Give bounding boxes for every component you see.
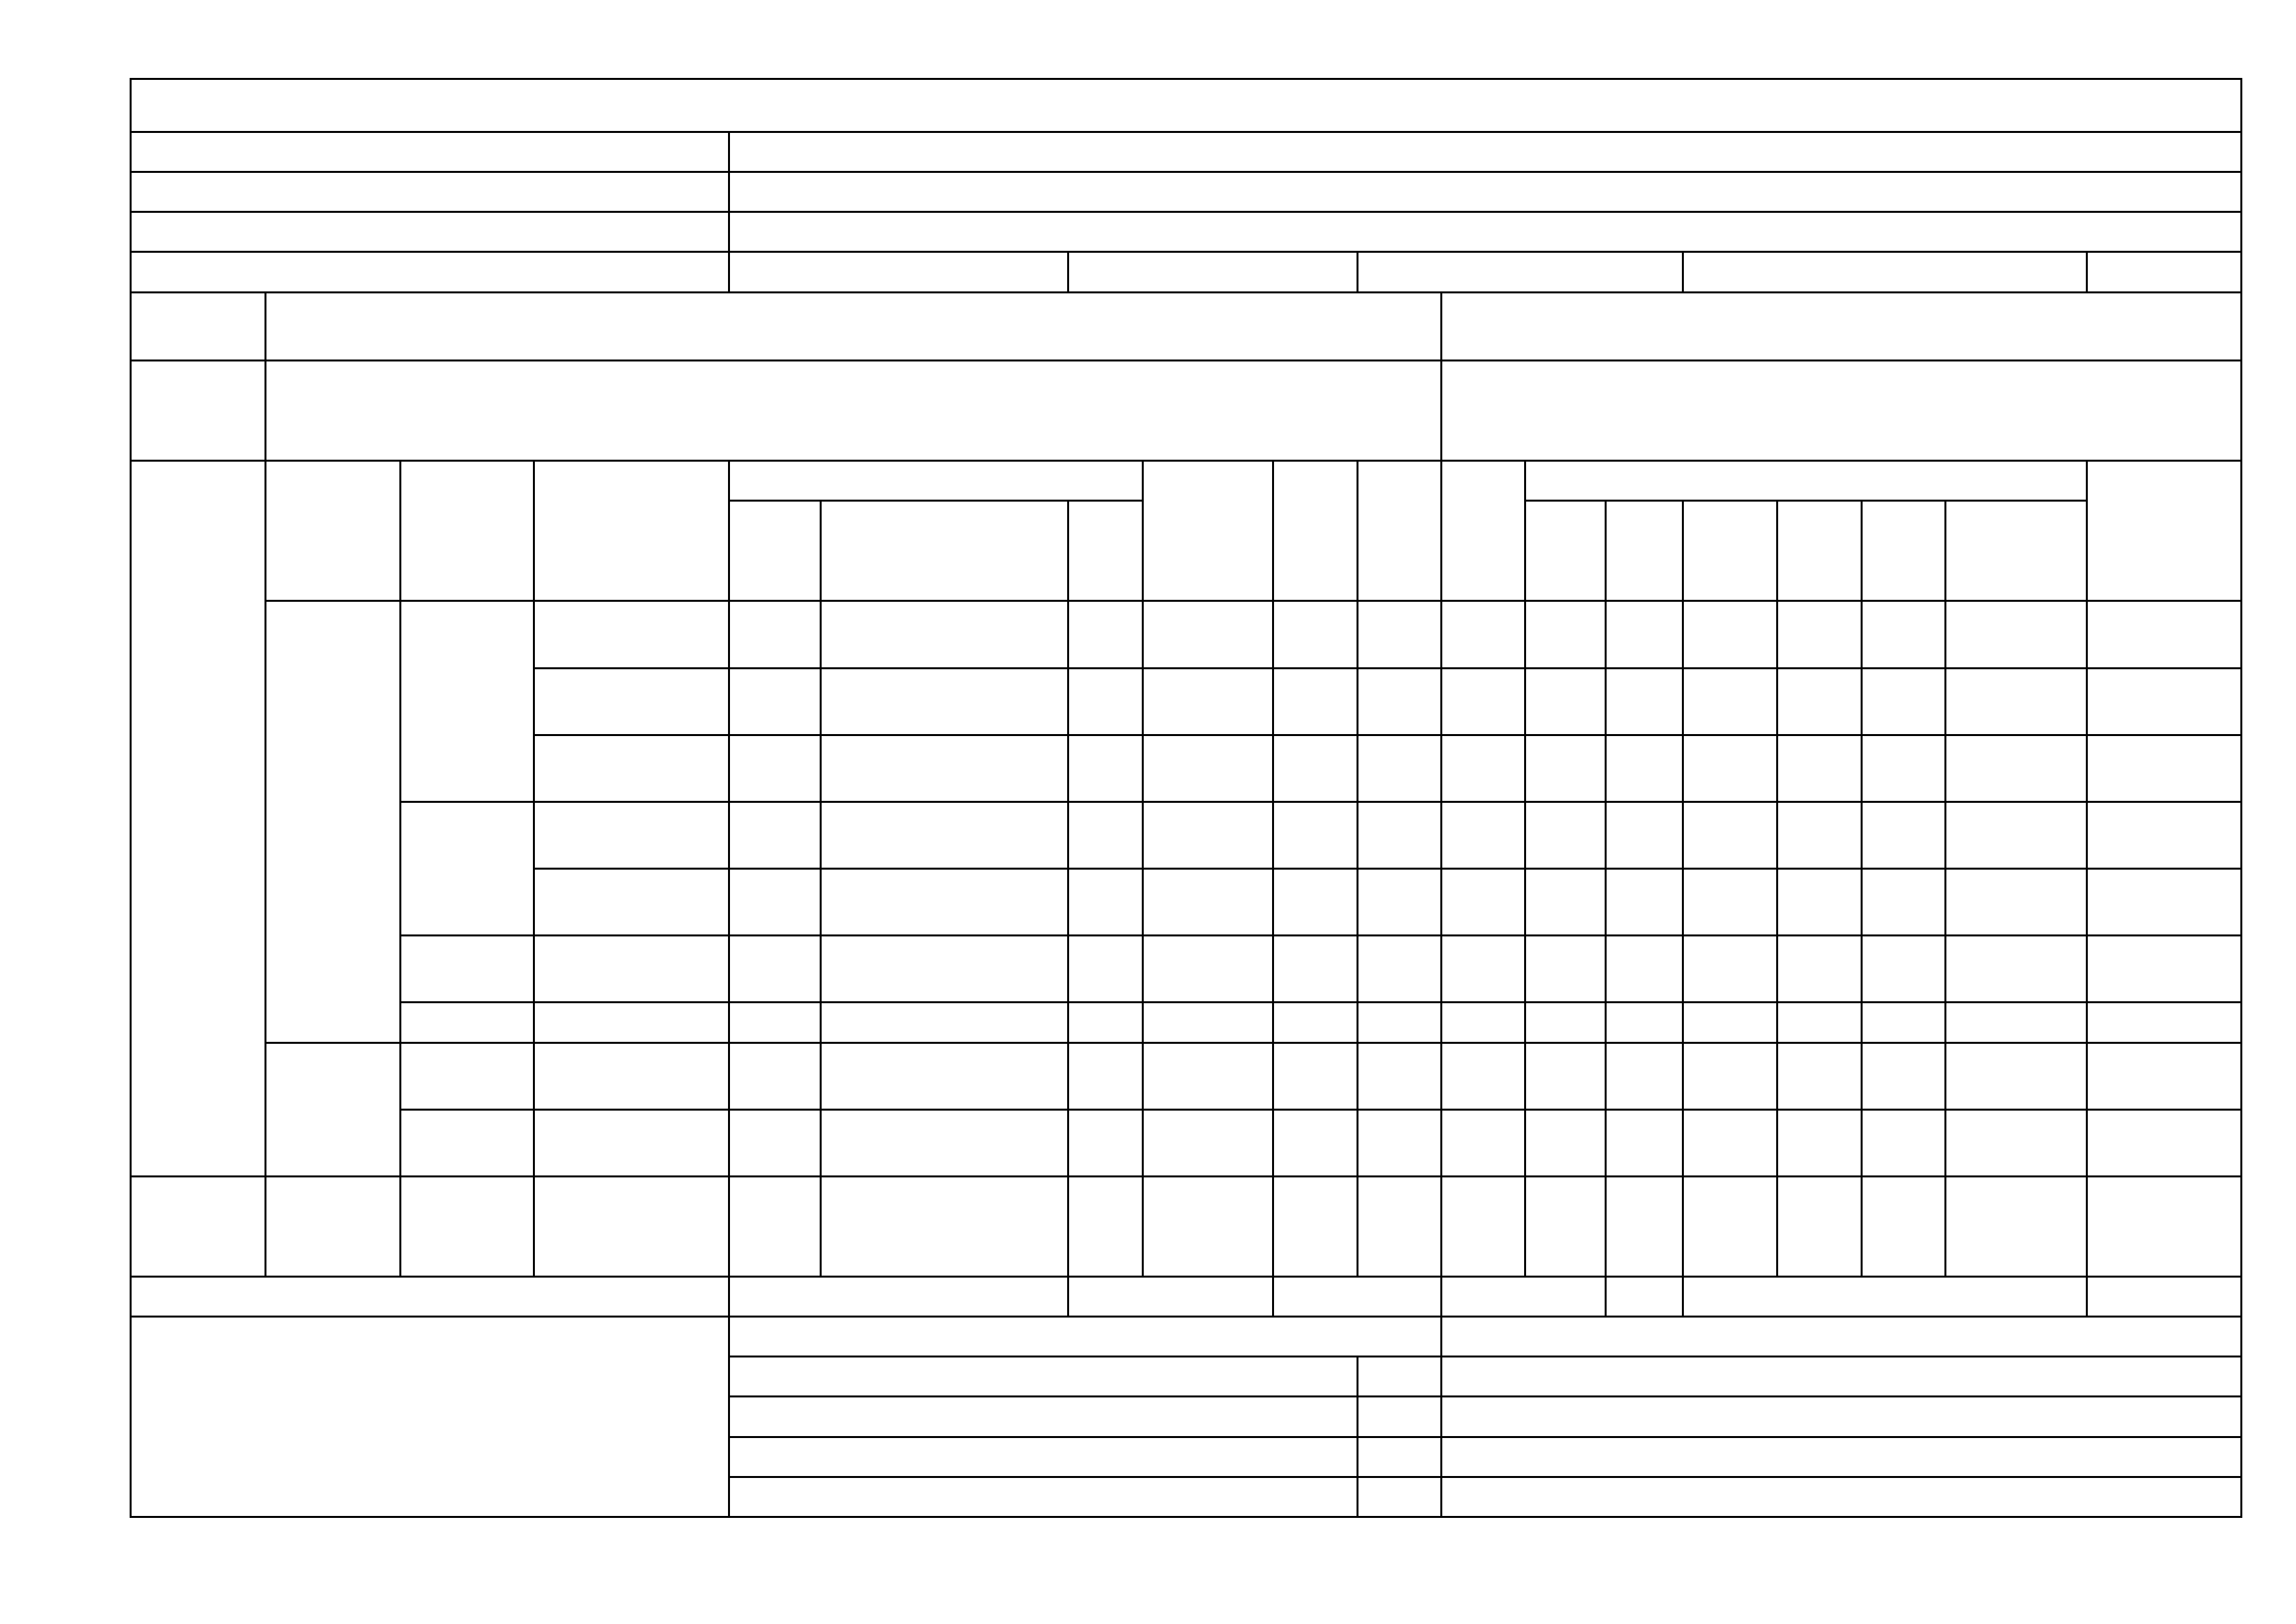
reason-cell [1683,1003,1777,1043]
indicator-name [534,1109,729,1176]
indicator-operator [729,1176,821,1276]
reason-cell [1946,1003,2087,1043]
improve-cell [2087,1176,2242,1276]
reason-cell [1683,1176,1777,1276]
indicator-score [1442,668,1525,735]
indicator-completion [1273,1176,1358,1276]
indicator-completion [1273,936,1358,1003]
indicator-name [534,1176,729,1276]
indicator-name [534,668,729,735]
group-service [401,1176,534,1276]
budget-score-value [1273,1277,1442,1317]
indicator-score [1442,869,1525,936]
indicator-score-value [1358,601,1442,668]
indicator-name [534,869,729,936]
indicator-unit [1068,668,1143,735]
improve-cell [2087,802,2242,868]
col-actual [1143,461,1273,601]
reason-cell [1862,1176,1946,1276]
indicator-operator [729,1003,821,1043]
reason-cell [1606,936,1683,1003]
indicator-score-value [1358,1109,1442,1176]
reason-cell [1777,802,1862,868]
group-social [401,1043,534,1109]
reason-cell [1862,936,1946,1003]
indicator-actual [1143,601,1273,668]
indicator-actual [1143,936,1273,1003]
indicator-unit [1068,1109,1143,1176]
indicator-operator [729,802,821,868]
indicator-unit [1068,1043,1143,1109]
reason-cell [1525,869,1606,936]
indicator-content [821,869,1068,936]
reason-cell [1606,735,1683,802]
indicator-content [821,1003,1068,1043]
indicator-name [534,601,729,668]
perf-label-satisfaction [131,1176,266,1276]
total-value [2087,1277,2242,1317]
indicator-score-value [1358,668,1442,735]
unit-value [729,212,2242,252]
exec-value [1358,252,1683,292]
indicator-score [1442,735,1525,802]
reason-cell [1946,735,2087,802]
reason-cell [1606,668,1683,735]
improve-cell [2087,1043,2242,1109]
reason-cell [1606,1109,1683,1176]
indicator-actual [1143,802,1273,868]
unit-label [131,212,729,252]
suggest-option-text [729,1357,1358,1397]
indicator-content [821,668,1068,735]
indicator-completion [1273,1043,1358,1109]
indicator-score [1442,1003,1525,1043]
exec-label [1068,252,1358,292]
indicator-actual [1143,1043,1273,1109]
project-name-label [131,132,729,172]
indicator-actual [1143,1003,1273,1043]
perf-label [131,461,266,1177]
indicator-actual [1143,735,1273,802]
reason-cell [1525,1043,1606,1109]
group-quality [401,802,534,935]
indicator-operator [729,601,821,668]
indicator-content [821,802,1068,868]
indicator-operator [729,1109,821,1176]
reason-cell [1683,735,1777,802]
group-sustain [401,1109,534,1176]
reason-cell [1777,1176,1862,1276]
col-level3 [534,461,729,601]
indicator-name [534,802,729,868]
indicator-score-value [1358,802,1442,868]
group-quantity [401,601,534,802]
indicator-content [821,1043,1068,1109]
col-improve [2087,461,2242,601]
suggest-option-text [729,1397,1358,1437]
col-level1 [266,461,401,601]
indicator-unit [1068,735,1143,802]
col-operator [729,501,821,601]
reason-cell [1777,1109,1862,1176]
improve-cell [2087,869,2242,936]
reason-cell [1862,869,1946,936]
indicator-content [821,1176,1068,1276]
indicator-score [1442,1176,1525,1276]
reason-cell [1777,735,1862,802]
indicator-unit [1068,869,1143,936]
indicator-name [534,735,729,802]
col-score-value [1358,461,1442,601]
budget-score-label [1068,1277,1273,1317]
indicator-completion [1273,1109,1358,1176]
indicator-operator [729,869,821,936]
reason-cell [1862,668,1946,735]
reason-cell [1946,1043,2087,1109]
reason-cell [1683,802,1777,868]
improve-cell [2087,1003,2242,1043]
budget-label [131,252,729,292]
reason-cell [1606,802,1683,868]
col-unit [1068,501,1143,601]
goals-label [131,292,266,360]
reason-cell [1606,869,1683,936]
indicator-operator [729,936,821,1003]
indicator-score [1442,936,1525,1003]
col-r-staff [1683,501,1777,601]
reason-cell [1525,936,1606,1003]
improve-cell [2087,668,2242,735]
indicator-completion [1273,601,1358,668]
col-r-note [1946,501,2087,601]
reason-cell [1777,1043,1862,1109]
reason-cell [1683,1109,1777,1176]
reason-cell [1862,802,1946,868]
indicator-score-value [1358,869,1442,936]
suggest-options-label [729,1317,1442,1357]
indicator-completion [1273,668,1358,735]
reason-cell [1525,1109,1606,1176]
group-benefit [266,1043,401,1176]
indicator-completion [1273,802,1358,868]
indicator-content [821,601,1068,668]
indicator-unit [1068,1176,1143,1276]
suggest-check-cell[interactable] [1358,1357,1442,1397]
group-timeliness [401,936,534,1003]
reason-cell [1525,668,1606,735]
indicator-score-value [1358,936,1442,1003]
dept-label [131,172,729,212]
reason-cell [1525,802,1606,868]
reason-cell [1777,936,1862,1003]
suggest-detail-cell[interactable] [1442,1357,2242,1397]
indicator-actual [1143,1109,1273,1176]
indicator-completion [1273,735,1358,802]
col-level2 [401,461,534,601]
indicator-score-value [1358,1176,1442,1276]
indicator-content [821,1109,1068,1176]
indicator-score [1442,802,1525,868]
indicator-unit [1068,1003,1143,1043]
col-content [821,501,1068,601]
reason-cell [1946,869,2087,936]
dept-value [729,172,2242,212]
col-completion [1273,461,1358,601]
project-name-value [729,132,2242,172]
indicator-operator [729,668,821,735]
reason-cell [1946,668,2087,735]
suggest-check-cell[interactable] [1358,1477,1442,1517]
reason-cell [1683,1043,1777,1109]
suggest-blank [131,1317,729,1517]
col-score [1442,461,1525,601]
reason-cell [1683,601,1777,668]
suggest-check-cell[interactable] [1358,1397,1442,1437]
indicator-name [534,936,729,1003]
col-reason-group [1525,461,2087,501]
indicator-score-value [1358,1043,1442,1109]
reason-cell [1862,1043,1946,1109]
reason-cell [1946,1109,2087,1176]
suggest-detail-cell[interactable] [1442,1477,2242,1517]
suggest-detail-cell[interactable] [1442,1397,2242,1437]
group-cost [401,1003,534,1043]
indicator-unit [1068,601,1143,668]
col-r-system [1606,501,1683,601]
reason-cell [1777,869,1862,936]
suggest-option-text [729,1437,1358,1477]
suggest-detail-cell[interactable] [1442,1437,2242,1477]
suggest-detail-label [1442,1317,2242,1357]
reason-cell [1525,1176,1606,1276]
indicator-score [1442,601,1525,668]
indicator-score [1442,1109,1525,1176]
indicator-completion [1273,1003,1358,1043]
reason-cell [1946,1176,2087,1276]
reason-cell [1777,1003,1862,1043]
reason-cell [1946,601,2087,668]
improve-cell [2087,735,2242,802]
suggest-option-text [729,1477,1358,1517]
rate-label [1683,252,2087,292]
col-r-hardware [1777,501,1862,601]
col-r-funding [1525,501,1606,601]
reason-cell [1606,1003,1683,1043]
indicator-content [821,735,1068,802]
deduct-label [1442,1277,1606,1317]
reason-cell [1606,1176,1683,1276]
indicator-score-value [1358,1003,1442,1043]
improve-cell [2087,936,2242,1003]
reason-cell [1525,735,1606,802]
reason-cell [1777,601,1862,668]
improve-cell [2087,601,2242,668]
indicator-operator [729,1043,821,1109]
reason-cell [1525,601,1606,668]
reason-cell [1777,668,1862,735]
goals-label-2 [131,360,266,460]
indicator-score [1442,1043,1525,1109]
indicator-actual [1143,1176,1273,1276]
indicator-operator [729,735,821,802]
indicator-score-value [1358,735,1442,802]
reason-cell [1946,802,2087,868]
total-label [1683,1277,2087,1317]
improve-cell [2087,1109,2242,1176]
indicator-unit [1068,802,1143,868]
reason-cell [1683,936,1777,1003]
col-target-group [729,461,1143,501]
subtotal-label [131,1277,729,1317]
indicator-name [534,1043,729,1109]
indicator-name [534,1003,729,1043]
reason-cell [1862,1003,1946,1043]
indicator-unit [1068,936,1143,1003]
subtotal-value [729,1277,1068,1317]
actual-goal-text [1442,360,2242,460]
reason-cell [1606,601,1683,668]
initial-goal-label [266,292,1442,360]
reason-cell [1862,1109,1946,1176]
reason-cell [1862,735,1946,802]
rate-value [2087,252,2242,292]
actual-goal-label [1442,292,2242,360]
reason-cell [1683,668,1777,735]
performance-evaluation-table [130,78,2242,1518]
col-r-other [1862,501,1946,601]
indicator-content [821,936,1068,1003]
reason-cell [1946,936,2087,1003]
budget-value [729,252,1068,292]
reason-cell [1862,601,1946,668]
indicator-actual [1143,668,1273,735]
reason-cell [1683,869,1777,936]
reason-cell [1606,1043,1683,1109]
group-output [266,601,401,1043]
reason-cell [1525,1003,1606,1043]
deduct-value [1606,1277,1683,1317]
suggest-check-cell[interactable] [1358,1437,1442,1477]
indicator-actual [1143,869,1273,936]
indicator-completion [1273,869,1358,936]
report-year-title [131,79,2242,132]
group-satisfaction [266,1176,401,1276]
initial-goal-text [266,360,1442,460]
